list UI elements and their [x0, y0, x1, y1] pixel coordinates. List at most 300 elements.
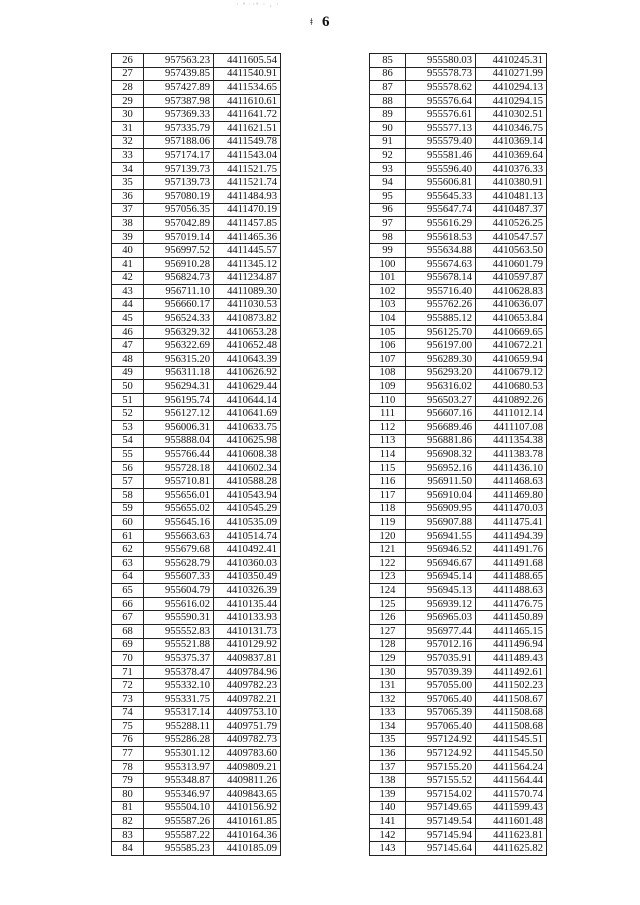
point-number-cell: 64: [112, 570, 144, 584]
y-coordinate-cell: 4411521.74: [214, 176, 281, 190]
y-coordinate-cell: 4411488.65: [476, 570, 547, 584]
coordinates-table-left: [111, 53, 281, 856]
table-row: [112, 285, 281, 299]
y-coordinate-cell: 4411521.75: [214, 162, 281, 176]
x-coordinate-cell: 956907.88: [406, 516, 476, 530]
x-coordinate-cell: 955656.01: [144, 489, 214, 503]
y-coordinate-cell: 4410346.75: [476, 121, 547, 135]
x-coordinate-cell: 957188.06: [144, 135, 214, 149]
table-row: [112, 421, 281, 435]
point-number-cell: 143: [370, 842, 406, 856]
point-number-cell: 82: [112, 815, 144, 829]
x-coordinate-cell: 957139.73: [144, 176, 214, 190]
y-coordinate-cell: 4410294.13: [476, 81, 547, 95]
point-number-cell: 69: [112, 638, 144, 652]
y-coordinate-cell: 4410563.50: [476, 244, 547, 258]
x-coordinate-cell: 956824.73: [144, 271, 214, 285]
y-coordinate-cell: 4411445.57: [214, 244, 281, 258]
point-number-cell: 77: [112, 747, 144, 761]
point-number-cell: 117: [370, 489, 406, 503]
point-number-cell: 130: [370, 665, 406, 679]
table-row: [370, 230, 547, 244]
point-number-cell: 78: [112, 760, 144, 774]
page-mark: ǂ: [310, 16, 313, 28]
point-number-cell: 41: [112, 257, 144, 271]
table-row: [370, 584, 547, 598]
table-row: [370, 502, 547, 516]
x-coordinate-cell: 957155.20: [406, 760, 476, 774]
x-coordinate-cell: 955678.14: [406, 271, 476, 285]
table-row: [112, 176, 281, 190]
x-coordinate-cell: 955645.16: [144, 516, 214, 530]
y-coordinate-cell: 4410161.85: [214, 815, 281, 829]
y-coordinate-cell: 4411508.67: [476, 692, 547, 706]
point-number-cell: 26: [112, 54, 144, 68]
y-coordinate-cell: 4410680.53: [476, 380, 547, 394]
point-number-cell: 53: [112, 421, 144, 435]
point-number-cell: 109: [370, 380, 406, 394]
y-coordinate-cell: 4409782.73: [214, 733, 281, 747]
y-coordinate-cell: 4411492.61: [476, 665, 547, 679]
table-row: [112, 815, 281, 829]
table-row: [370, 489, 547, 503]
table-row: [112, 393, 281, 407]
x-coordinate-cell: 955618.53: [406, 230, 476, 244]
table-row: [370, 733, 547, 747]
x-coordinate-cell: 955616.02: [144, 597, 214, 611]
point-number-cell: 80: [112, 788, 144, 802]
table-row: [112, 502, 281, 516]
x-coordinate-cell: 956945.14: [406, 570, 476, 584]
x-coordinate-cell: 956289.30: [406, 353, 476, 367]
point-number-cell: 58: [112, 489, 144, 503]
point-number-cell: 113: [370, 434, 406, 448]
table-row: [112, 339, 281, 353]
y-coordinate-cell: 4409753.10: [214, 706, 281, 720]
y-coordinate-cell: 4410628.83: [476, 285, 547, 299]
table-row: [370, 692, 547, 706]
y-coordinate-cell: 4410164.36: [214, 828, 281, 842]
y-coordinate-cell: 4411234.87: [214, 271, 281, 285]
y-coordinate-cell: 4410326.39: [214, 584, 281, 598]
y-coordinate-cell: 4411599.43: [476, 801, 547, 815]
point-number-cell: 135: [370, 733, 406, 747]
y-coordinate-cell: 4409782.23: [214, 679, 281, 693]
point-number-cell: 138: [370, 774, 406, 788]
y-coordinate-cell: 4411089.30: [214, 285, 281, 299]
point-number-cell: 104: [370, 312, 406, 326]
y-coordinate-cell: 4410129.92: [214, 638, 281, 652]
table-row: [370, 638, 547, 652]
y-coordinate-cell: 4411470.19: [214, 203, 281, 217]
y-coordinate-cell: 4411534.65: [214, 81, 281, 95]
y-coordinate-cell: 4411491.76: [476, 543, 547, 557]
x-coordinate-cell: 956908.32: [406, 448, 476, 462]
x-coordinate-cell: 955288.11: [144, 720, 214, 734]
x-coordinate-cell: 955331.75: [144, 692, 214, 706]
x-coordinate-cell: 956911.50: [406, 475, 476, 489]
y-coordinate-cell: 4410487.37: [476, 203, 547, 217]
point-number-cell: 63: [112, 556, 144, 570]
x-coordinate-cell: 955655.02: [144, 502, 214, 516]
y-coordinate-cell: 4411625.82: [476, 842, 547, 856]
y-coordinate-cell: 4410652.48: [214, 339, 281, 353]
y-coordinate-cell: 4410653.28: [214, 325, 281, 339]
x-coordinate-cell: 956125.70: [406, 325, 476, 339]
point-number-cell: 121: [370, 543, 406, 557]
table-row: [370, 624, 547, 638]
x-coordinate-cell: 956939.12: [406, 597, 476, 611]
y-coordinate-cell: 4411570.74: [476, 788, 547, 802]
x-coordinate-cell: 956945.13: [406, 584, 476, 598]
point-number-cell: 105: [370, 325, 406, 339]
x-coordinate-cell: 955728.18: [144, 461, 214, 475]
point-number-cell: 70: [112, 652, 144, 666]
point-number-cell: 125: [370, 597, 406, 611]
x-coordinate-cell: 957039.39: [406, 665, 476, 679]
point-number-cell: 102: [370, 285, 406, 299]
table-row: [112, 366, 281, 380]
y-coordinate-cell: 4410608.38: [214, 448, 281, 462]
point-number-cell: 68: [112, 624, 144, 638]
point-number-cell: 137: [370, 760, 406, 774]
y-coordinate-cell: 4410350.49: [214, 570, 281, 584]
x-coordinate-cell: 955647.74: [406, 203, 476, 217]
y-coordinate-cell: 4409783.60: [214, 747, 281, 761]
y-coordinate-cell: 4411475.41: [476, 516, 547, 530]
table-row: [112, 189, 281, 203]
point-number-cell: 75: [112, 720, 144, 734]
table-row: [370, 611, 547, 625]
y-coordinate-cell: 4410245.31: [476, 54, 547, 68]
table-row: [112, 434, 281, 448]
y-coordinate-cell: 4410156.92: [214, 801, 281, 815]
table-row: [112, 94, 281, 108]
y-coordinate-cell: 4410294.15: [476, 94, 547, 108]
y-coordinate-cell: 4411012.14: [476, 407, 547, 421]
point-number-cell: 141: [370, 815, 406, 829]
point-number-cell: 133: [370, 706, 406, 720]
point-number-cell: 112: [370, 421, 406, 435]
y-coordinate-cell: 4410369.64: [476, 149, 547, 163]
point-number-cell: 115: [370, 461, 406, 475]
point-number-cell: 108: [370, 366, 406, 380]
x-coordinate-cell: 955766.44: [144, 448, 214, 462]
table-row: [370, 475, 547, 489]
point-number-cell: 139: [370, 788, 406, 802]
y-coordinate-cell: 4411564.24: [476, 760, 547, 774]
y-coordinate-cell: 4410679.12: [476, 366, 547, 380]
x-coordinate-cell: 955628.79: [144, 556, 214, 570]
table-row: [112, 692, 281, 706]
table-row: [370, 407, 547, 421]
x-coordinate-cell: 955888.04: [144, 434, 214, 448]
x-coordinate-cell: 955578.62: [406, 81, 476, 95]
y-coordinate-cell: 4411496.94: [476, 638, 547, 652]
point-number-cell: 35: [112, 176, 144, 190]
x-coordinate-cell: 955645.33: [406, 189, 476, 203]
x-coordinate-cell: 956946.67: [406, 556, 476, 570]
table-row: [112, 760, 281, 774]
y-coordinate-cell: 4411564.44: [476, 774, 547, 788]
table-row: [112, 597, 281, 611]
x-coordinate-cell: 955585.23: [144, 842, 214, 856]
x-coordinate-cell: 955616.29: [406, 217, 476, 231]
point-number-cell: 120: [370, 529, 406, 543]
table-row: [112, 529, 281, 543]
table-row: [112, 54, 281, 68]
table-row: [112, 149, 281, 163]
table-row: [112, 298, 281, 312]
x-coordinate-cell: 957145.64: [406, 842, 476, 856]
point-number-cell: 44: [112, 298, 144, 312]
table-row: [370, 162, 547, 176]
point-number-cell: 39: [112, 230, 144, 244]
table-row: [112, 774, 281, 788]
point-number-cell: 84: [112, 842, 144, 856]
table-row: [112, 679, 281, 693]
table-row: [370, 149, 547, 163]
point-number-cell: 74: [112, 706, 144, 720]
y-coordinate-cell: 4411030.53: [214, 298, 281, 312]
y-coordinate-cell: 4411508.68: [476, 720, 547, 734]
y-coordinate-cell: 4411465.36: [214, 230, 281, 244]
x-coordinate-cell: 955346.97: [144, 788, 214, 802]
x-coordinate-cell: 957369.33: [144, 108, 214, 122]
point-number-cell: 97: [370, 217, 406, 231]
y-coordinate-cell: 4410492.41: [214, 543, 281, 557]
point-number-cell: 50: [112, 380, 144, 394]
x-coordinate-cell: 955885.12: [406, 312, 476, 326]
table-row: [370, 271, 547, 285]
x-coordinate-cell: 957065.40: [406, 720, 476, 734]
table-row: [112, 624, 281, 638]
table-row: [112, 842, 281, 856]
table-row: [370, 448, 547, 462]
table-row: [370, 760, 547, 774]
y-coordinate-cell: 4411484.93: [214, 189, 281, 203]
x-coordinate-cell: 957387.98: [144, 94, 214, 108]
y-coordinate-cell: 4410672.21: [476, 339, 547, 353]
point-number-cell: 28: [112, 81, 144, 95]
table-body-right: [370, 54, 547, 856]
table-row: [370, 257, 547, 271]
y-coordinate-cell: 4410302.51: [476, 108, 547, 122]
x-coordinate-cell: 957174.17: [144, 149, 214, 163]
table-row: [370, 652, 547, 666]
table-row: [370, 54, 547, 68]
table-row: [370, 788, 547, 802]
y-coordinate-cell: 4410626.92: [214, 366, 281, 380]
table-row: [370, 801, 547, 815]
point-number-cell: 136: [370, 747, 406, 761]
point-number-cell: 88: [370, 94, 406, 108]
table-row: [370, 516, 547, 530]
y-coordinate-cell: 4410481.13: [476, 189, 547, 203]
y-coordinate-cell: 4411354.38: [476, 434, 547, 448]
table-row: [112, 407, 281, 421]
x-coordinate-cell: 955596.40: [406, 162, 476, 176]
table-row: [370, 774, 547, 788]
y-coordinate-cell: 4411508.68: [476, 706, 547, 720]
y-coordinate-cell: 4410543.94: [214, 489, 281, 503]
point-number-cell: 45: [112, 312, 144, 326]
y-coordinate-cell: 4410588.28: [214, 475, 281, 489]
y-coordinate-cell: 4410892.26: [476, 393, 547, 407]
table-row: [370, 353, 547, 367]
y-coordinate-cell: 4411491.68: [476, 556, 547, 570]
point-number-cell: 110: [370, 393, 406, 407]
y-coordinate-cell: 4411476.75: [476, 597, 547, 611]
y-coordinate-cell: 4410659.94: [476, 353, 547, 367]
x-coordinate-cell: 956711.10: [144, 285, 214, 299]
table-row: [370, 176, 547, 190]
x-coordinate-cell: 957563.23: [144, 54, 214, 68]
x-coordinate-cell: 957155.52: [406, 774, 476, 788]
x-coordinate-cell: 956503.27: [406, 393, 476, 407]
table-row: [112, 788, 281, 802]
point-number-cell: 95: [370, 189, 406, 203]
x-coordinate-cell: 955663.63: [144, 529, 214, 543]
x-coordinate-cell: 956965.03: [406, 611, 476, 625]
point-number-cell: 106: [370, 339, 406, 353]
point-number-cell: 91: [370, 135, 406, 149]
y-coordinate-cell: 4410633.75: [214, 421, 281, 435]
y-coordinate-cell: 4410625.98: [214, 434, 281, 448]
x-coordinate-cell: 955578.73: [406, 67, 476, 81]
point-number-cell: 140: [370, 801, 406, 815]
point-number-cell: 92: [370, 149, 406, 163]
x-coordinate-cell: 957124.92: [406, 747, 476, 761]
point-number-cell: 73: [112, 692, 144, 706]
point-number-cell: 33: [112, 149, 144, 163]
point-number-cell: 32: [112, 135, 144, 149]
x-coordinate-cell: 955378.47: [144, 665, 214, 679]
table-row: [370, 421, 547, 435]
y-coordinate-cell: 4410514.74: [214, 529, 281, 543]
point-number-cell: 123: [370, 570, 406, 584]
table-row: [370, 679, 547, 693]
table-row: [370, 67, 547, 81]
x-coordinate-cell: 956293.20: [406, 366, 476, 380]
y-coordinate-cell: 4411494.39: [476, 529, 547, 543]
point-number-cell: 46: [112, 325, 144, 339]
point-number-cell: 127: [370, 624, 406, 638]
x-coordinate-cell: 956006.31: [144, 421, 214, 435]
x-coordinate-cell: 957427.89: [144, 81, 214, 95]
y-coordinate-cell: 4410360.03: [214, 556, 281, 570]
point-number-cell: 30: [112, 108, 144, 122]
x-coordinate-cell: 956946.52: [406, 543, 476, 557]
point-number-cell: 87: [370, 81, 406, 95]
x-coordinate-cell: 955581.46: [406, 149, 476, 163]
table-row: [112, 516, 281, 530]
y-coordinate-cell: 4411641.72: [214, 108, 281, 122]
x-coordinate-cell: 955590.31: [144, 611, 214, 625]
x-coordinate-cell: 957065.40: [406, 692, 476, 706]
x-coordinate-cell: 955762.26: [406, 298, 476, 312]
x-coordinate-cell: 955521.88: [144, 638, 214, 652]
table-row: [112, 271, 281, 285]
table-row: [370, 325, 547, 339]
table-row: [112, 747, 281, 761]
y-coordinate-cell: 4411107.08: [476, 421, 547, 435]
x-coordinate-cell: 956910.04: [406, 489, 476, 503]
y-coordinate-cell: 4409837.81: [214, 652, 281, 666]
table-row: [112, 81, 281, 95]
y-coordinate-cell: 4411545.50: [476, 747, 547, 761]
y-coordinate-cell: 4410369.14: [476, 135, 547, 149]
table-row: [370, 556, 547, 570]
table-row: [370, 298, 547, 312]
point-number-cell: 100: [370, 257, 406, 271]
x-coordinate-cell: 956311.18: [144, 366, 214, 380]
y-coordinate-cell: 4411502.23: [476, 679, 547, 693]
y-coordinate-cell: 4409782.21: [214, 692, 281, 706]
table-row: [370, 285, 547, 299]
table-row: [112, 230, 281, 244]
point-number-cell: 94: [370, 176, 406, 190]
x-coordinate-cell: 956660.17: [144, 298, 214, 312]
table-row: [370, 312, 547, 326]
table-row: [370, 543, 547, 557]
point-number-cell: 85: [370, 54, 406, 68]
x-coordinate-cell: 955604.79: [144, 584, 214, 598]
table-row: [112, 203, 281, 217]
x-coordinate-cell: 955587.26: [144, 815, 214, 829]
y-coordinate-cell: 4411601.48: [476, 815, 547, 829]
coordinates-table-right: [369, 53, 547, 856]
x-coordinate-cell: 956294.31: [144, 380, 214, 394]
x-coordinate-cell: 957042.89: [144, 217, 214, 231]
y-coordinate-cell: 4410535.09: [214, 516, 281, 530]
point-number-cell: 36: [112, 189, 144, 203]
point-number-cell: 40: [112, 244, 144, 258]
y-coordinate-cell: 4410601.79: [476, 257, 547, 271]
x-coordinate-cell: 956977.44: [406, 624, 476, 638]
point-number-cell: 86: [370, 67, 406, 81]
y-coordinate-cell: 4410135.44: [214, 597, 281, 611]
x-coordinate-cell: 957080.19: [144, 189, 214, 203]
x-coordinate-cell: 955710.81: [144, 475, 214, 489]
y-coordinate-cell: 4410526.25: [476, 217, 547, 231]
point-number-cell: 81: [112, 801, 144, 815]
table-row: [112, 448, 281, 462]
table-row: [112, 828, 281, 842]
y-coordinate-cell: 4409843.65: [214, 788, 281, 802]
point-number-cell: 89: [370, 108, 406, 122]
point-number-cell: 38: [112, 217, 144, 231]
x-coordinate-cell: 955332.10: [144, 679, 214, 693]
x-coordinate-cell: 955607.33: [144, 570, 214, 584]
point-number-cell: 47: [112, 339, 144, 353]
x-coordinate-cell: 955679.68: [144, 543, 214, 557]
y-coordinate-cell: 4411621.51: [214, 121, 281, 135]
x-coordinate-cell: 955375.37: [144, 652, 214, 666]
y-coordinate-cell: 4410545.29: [214, 502, 281, 516]
x-coordinate-cell: 955579.40: [406, 135, 476, 149]
x-coordinate-cell: 955634.88: [406, 244, 476, 258]
point-number-cell: 55: [112, 448, 144, 462]
x-coordinate-cell: 955348.87: [144, 774, 214, 788]
table-row: [112, 489, 281, 503]
table-row: [112, 461, 281, 475]
table-row: [370, 135, 547, 149]
table-row: [112, 325, 281, 339]
point-number-cell: 134: [370, 720, 406, 734]
y-coordinate-cell: 4410669.65: [476, 325, 547, 339]
x-coordinate-cell: 956910.28: [144, 257, 214, 271]
